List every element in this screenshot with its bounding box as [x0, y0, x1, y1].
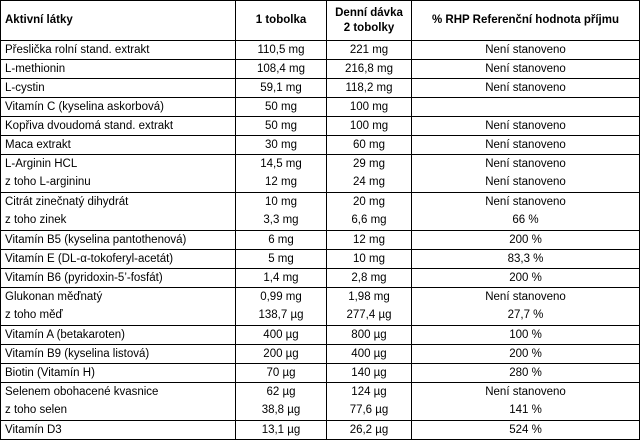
one-capsule-cell: [236, 136, 327, 155]
daily-dose-cell: [327, 193, 412, 231]
substance-name-cell: [1, 98, 236, 117]
substance-name-cell: [1, 193, 236, 231]
table-row: [1, 421, 640, 440]
daily-dose-cell-value: 12 mg: [353, 234, 385, 246]
substance-name-cell-value: Biotin (Vitamín H): [5, 367, 95, 379]
one-capsule-cell-value: 50 mg: [265, 120, 297, 132]
daily-dose-cell-sub-value: 6,6 mg: [351, 214, 387, 226]
rhp-cell-value: 200 %: [509, 348, 542, 360]
rhp-cell-value: Není stanoveno: [485, 158, 566, 170]
table-row: [1, 60, 640, 79]
daily-dose-cell-value: 140 µg: [351, 367, 387, 379]
daily-dose-cell: [327, 345, 412, 364]
rhp-cell-value: 200 %: [509, 234, 542, 246]
substance-name-cell: [1, 288, 236, 326]
daily-dose-cell: [327, 269, 412, 288]
one-capsule-cell: [236, 117, 327, 136]
one-capsule-cell: [236, 41, 327, 60]
daily-dose-cell-value: 118,2 mg: [345, 82, 393, 94]
daily-dose-cell-value: 221 mg: [349, 44, 389, 56]
rhp-cell-value: Není stanoveno: [485, 82, 566, 94]
one-capsule-cell-value: 108,4 mg: [257, 63, 305, 75]
daily-dose-cell: [327, 98, 412, 117]
substance-name-cell: [1, 155, 236, 193]
table-row: [1, 364, 640, 383]
rhp-cell: [412, 193, 640, 231]
table-row: [1, 79, 640, 98]
daily-dose-cell-value: 216,8 mg: [345, 63, 393, 75]
rhp-cell-value: Není stanoveno: [485, 120, 566, 132]
substance-name-cell: [1, 364, 236, 383]
one-capsule-cell-value: 30 mg: [265, 139, 297, 151]
one-capsule-cell-value: 110,5 mg: [257, 44, 305, 56]
header-rhp: % RHP Referenční hodnota příjmu: [412, 1, 640, 41]
table-row: [1, 41, 640, 60]
header-daily-dose-line2: 2 tobolky: [343, 21, 395, 34]
rhp-cell: [412, 136, 640, 155]
rhp-cell-value: Není stanoveno: [485, 139, 566, 151]
daily-dose-cell-value: 800 µg: [351, 329, 387, 341]
table-row: [1, 345, 640, 364]
substance-name-cell-value: Maca extrakt: [5, 139, 71, 151]
daily-dose-cell-value: 20 mg: [353, 196, 385, 208]
header-daily-dose: [327, 1, 412, 41]
table-row: [1, 288, 640, 326]
daily-dose-cell: [327, 155, 412, 193]
substance-name-cell-value: Citrát zinečnatý dihydrát: [5, 196, 129, 208]
daily-dose-cell: [327, 383, 412, 421]
one-capsule-cell-value: 13,1 µg: [261, 424, 301, 436]
substance-name-cell-sub-value: z toho selen: [5, 404, 68, 416]
rhp-cell: [412, 345, 640, 364]
daily-dose-cell: [327, 250, 412, 269]
rhp-cell-value: Není stanoveno: [485, 291, 566, 303]
one-capsule-cell: [236, 250, 327, 269]
rhp-cell-value: Není stanoveno: [485, 63, 566, 75]
daily-dose-cell: [327, 41, 412, 60]
one-capsule-cell: [236, 155, 327, 193]
substance-name-cell: [1, 41, 236, 60]
one-capsule-cell-value: 62 µg: [266, 386, 296, 398]
rhp-cell-sub-value: 141 %: [509, 404, 542, 416]
rhp-cell: [412, 98, 640, 117]
daily-dose-cell-value: 29 mg: [353, 158, 385, 170]
daily-dose-cell: [327, 288, 412, 326]
substance-name-cell: [1, 269, 236, 288]
rhp-cell-value: Není stanoveno: [485, 196, 566, 208]
table-body: [1, 41, 640, 440]
rhp-cell-value: Není stanoveno: [485, 44, 566, 56]
substance-name-cell-value: Glukonan měďnatý: [5, 291, 103, 303]
rhp-cell: [412, 421, 640, 440]
substance-name-cell: [1, 421, 236, 440]
rhp-cell: [412, 155, 640, 193]
rhp-cell: [412, 79, 640, 98]
one-capsule-cell-value: 0,99 mg: [260, 291, 302, 303]
daily-dose-cell-value: 100 mg: [349, 120, 389, 132]
substance-name-cell: [1, 60, 236, 79]
rhp-cell: [412, 117, 640, 136]
substance-name-cell-value: Vitamín B6 (pyridoxin-5’-fosfát): [5, 272, 163, 284]
substance-name-cell-sub-value: z toho zinek: [5, 214, 67, 226]
substance-name-cell: [1, 345, 236, 364]
one-capsule-cell-value: 70 µg: [266, 367, 296, 379]
daily-dose-cell-sub-value: 77,6 µg: [349, 404, 389, 416]
daily-dose-cell: [327, 421, 412, 440]
substance-name-cell-value: Vitamín E (DL-α-tokoferyl-acetát): [5, 253, 174, 265]
rhp-cell-value: Není stanoveno: [485, 386, 566, 398]
substance-name-cell-sub-value: z toho měď: [5, 309, 63, 321]
table-row: [1, 155, 640, 193]
daily-dose-cell-value: 100 mg: [349, 101, 389, 113]
one-capsule-cell-value: 14,5 mg: [260, 158, 302, 170]
substance-name-cell: [1, 231, 236, 250]
table-row: [1, 250, 640, 269]
one-capsule-cell: [236, 326, 327, 345]
rhp-cell: [412, 364, 640, 383]
one-capsule-cell-sub-value: 38,8 µg: [261, 404, 301, 416]
rhp-cell: [412, 41, 640, 60]
substance-name-cell: [1, 117, 236, 136]
one-capsule-cell-sub-value: 12 mg: [265, 176, 297, 188]
substance-name-cell-value: Vitamín C (kyselina askorbová): [5, 101, 164, 113]
rhp-cell-sub-value: Není stanoveno: [485, 176, 566, 188]
rhp-cell-sub-value: 27,7 %: [507, 309, 544, 321]
rhp-cell-value: 100 %: [509, 329, 542, 341]
substance-name-cell-value: Kopřiva dvoudomá stand. extrakt: [5, 120, 174, 132]
one-capsule-cell-value: 5 mg: [268, 253, 294, 265]
rhp-cell: [412, 250, 640, 269]
substance-name-cell: [1, 383, 236, 421]
daily-dose-cell-sub-value: 24 mg: [353, 176, 385, 188]
one-capsule-cell: [236, 98, 327, 117]
daily-dose-cell: [327, 60, 412, 79]
one-capsule-cell-value: 400 µg: [263, 329, 299, 341]
table-row: [1, 269, 640, 288]
substance-name-cell-value: Vitamín B5 (kyselina pantothenová): [5, 234, 187, 246]
rhp-cell: [412, 326, 640, 345]
substance-name-cell-value: Vitamín A (betakaroten): [5, 329, 125, 341]
rhp-cell-value: 200 %: [509, 272, 542, 284]
daily-dose-cell: [327, 364, 412, 383]
rhp-cell: [412, 269, 640, 288]
one-capsule-cell-value: 50 mg: [265, 101, 297, 113]
daily-dose-cell-value: 2,8 mg: [351, 272, 387, 284]
substance-name-cell-value: Selenem obohacené kvasnice: [5, 386, 159, 398]
substance-name-cell-value: L-cystin: [5, 82, 45, 94]
one-capsule-cell: [236, 193, 327, 231]
table-header-row: [1, 1, 640, 41]
daily-dose-cell-value: 10 mg: [353, 253, 385, 265]
header-one-capsule: 1 tobolka: [236, 1, 327, 41]
daily-dose-cell-value: 1,98 mg: [348, 291, 390, 303]
substance-name-cell: [1, 136, 236, 155]
daily-dose-cell: [327, 231, 412, 250]
one-capsule-cell: [236, 421, 327, 440]
header-active-substances: Aktivní látky: [1, 1, 236, 41]
substance-name-cell: [1, 79, 236, 98]
rhp-cell-value: 83,3 %: [507, 253, 544, 265]
substance-name-cell-value: Vitamín D3: [5, 424, 62, 436]
header-daily-dose-line1: Denní dávka: [335, 6, 403, 19]
rhp-cell: [412, 60, 640, 79]
table-row: [1, 136, 640, 155]
one-capsule-cell: [236, 288, 327, 326]
daily-dose-cell-sub-value: 277,4 µg: [346, 309, 392, 321]
daily-dose-cell: [327, 117, 412, 136]
substance-name-cell-value: L-methionin: [5, 63, 66, 75]
one-capsule-cell: [236, 269, 327, 288]
rhp-cell: [412, 231, 640, 250]
daily-dose-cell-value: 60 mg: [353, 139, 385, 151]
table-row: [1, 98, 640, 117]
daily-dose-cell-value: 124 µg: [351, 386, 387, 398]
table-row: [1, 383, 640, 421]
one-capsule-cell-value: 59,1 mg: [260, 82, 302, 94]
table-row: [1, 326, 640, 345]
rhp-cell-value: 280 %: [509, 367, 542, 379]
rhp-cell: [412, 383, 640, 421]
daily-dose-cell: [327, 79, 412, 98]
one-capsule-cell: [236, 383, 327, 421]
rhp-cell: [412, 288, 640, 326]
substance-name-cell-sub-value: z toho L-argininu: [5, 176, 91, 188]
one-capsule-cell-value: 1,4 mg: [263, 272, 299, 284]
one-capsule-cell-value: 6 mg: [268, 234, 294, 246]
one-capsule-cell-sub-value: 3,3 mg: [263, 214, 299, 226]
substance-name-cell: [1, 326, 236, 345]
one-capsule-cell-value: 10 mg: [265, 196, 297, 208]
one-capsule-cell: [236, 231, 327, 250]
one-capsule-cell: [236, 79, 327, 98]
one-capsule-cell-value: 200 µg: [263, 348, 299, 360]
one-capsule-cell: [236, 364, 327, 383]
substance-name-cell-value: L-Arginin HCL: [5, 158, 78, 170]
table-row: [1, 117, 640, 136]
daily-dose-cell: [327, 326, 412, 345]
table-row: [1, 231, 640, 250]
substance-name-cell-value: Přeslička rolní stand. extrakt: [5, 44, 150, 56]
substance-name-cell: [1, 250, 236, 269]
daily-dose-cell: [327, 136, 412, 155]
daily-dose-cell-value: 26,2 µg: [349, 424, 389, 436]
one-capsule-cell: [236, 60, 327, 79]
rhp-cell-value: 524 %: [509, 424, 542, 436]
daily-dose-cell-value: 400 µg: [351, 348, 387, 360]
one-capsule-cell: [236, 345, 327, 364]
substance-name-cell-value: Vitamín B9 (kyselina listová): [5, 348, 150, 360]
rhp-cell-sub-value: 66 %: [512, 214, 539, 226]
table-row: [1, 193, 640, 231]
one-capsule-cell-sub-value: 138,7 µg: [258, 309, 304, 321]
